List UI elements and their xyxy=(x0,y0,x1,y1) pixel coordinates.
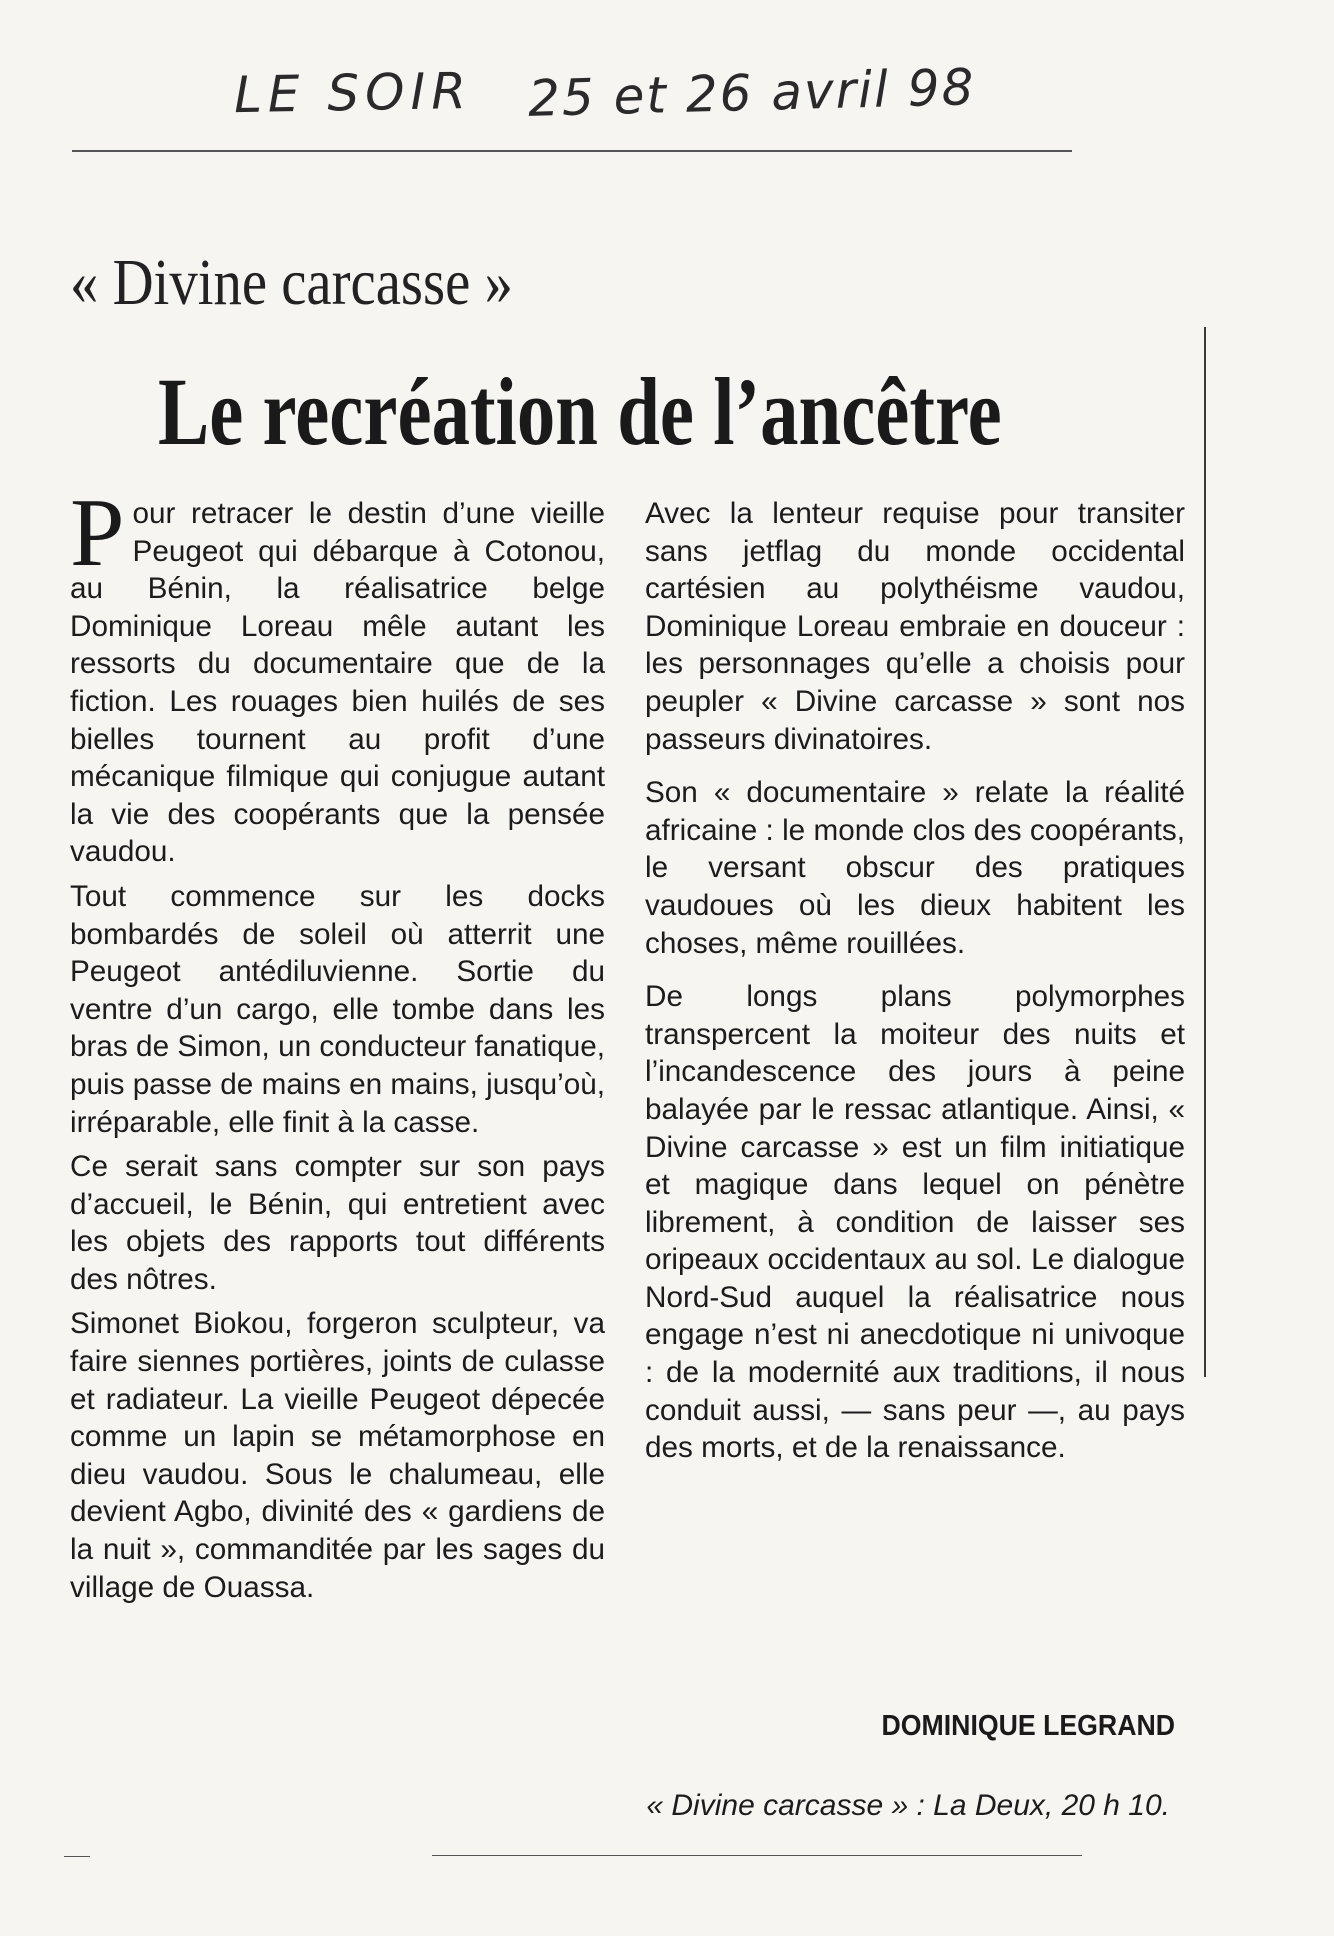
article-kicker: « Divine carcasse » xyxy=(70,246,513,319)
broadcast-info: « Divine carcasse » : La Deux, 20 h 10. xyxy=(646,1789,1170,1822)
top-divider xyxy=(72,150,1072,152)
handwritten-source: LE SOIR xyxy=(233,61,473,125)
drop-cap: P xyxy=(70,479,125,587)
article-headline: Le recréation de l’ancêtre xyxy=(158,358,1002,465)
column-border xyxy=(1204,327,1206,1377)
bottom-dash xyxy=(64,1856,90,1857)
bottom-divider xyxy=(432,1855,1082,1856)
author-signature: DOMINIQUE LEGRAND xyxy=(881,1710,1175,1742)
article-column-left xyxy=(70,479,605,1613)
article-paragraph: Simonet Biokou, forgeron sculpteur, va faire siennes portières, joints de culasse et radiateur. La vieille Peugeot dépecée comme un lapin se métamorphose en dieu vaudou. Sous le chalumeau, elle devient Agbo, divinité des « gardiens de la nuit », commanditée par les sages du village de Ouassa. xyxy=(70,1307,605,1604)
article-paragraph: Ce serait sans compter sur son pays d’accueil, le Bénin, qui entretient avec les objets des rapports tout différents des nôtres. xyxy=(70,1150,605,1296)
article-paragraph: Son « documentaire » relate la réalité africaine : le monde clos des coopérants, le versant obscur des pratiques vaudoues où les dieux habitent les choses, même rouillées. xyxy=(645,776,1185,960)
article-paragraph: Pour retracer le destin d’une vieille Peugeot qui débarque à Cotonou, au Bénin, la réalisatrice belge Dominique Loreau mêle autant les ressorts du documentaire que de la fiction. Les rouages bien huilés de ses bielles tournent au profit d’une mécanique filmique qui conjugue autant la vie des coopérants que la pensée vaudou. xyxy=(70,479,605,869)
article-paragraph: Tout commence sur les docks bombardés de soleil où atterrit une Peugeot antédiluvienne. Sortie du ventre d’un cargo, elle tombe dans les bras de Simon, un conducteur fanatique, puis passe de mains en mains, jusqu’où, irréparable, elle finit à la casse. xyxy=(70,879,605,1139)
article-paragraph: Avec la lenteur requise pour transiter sans jetflag du monde occidental cartésien au polythéisme vaudou, Dominique Loreau embraie en douceur : les personnages qu’elle a choisis pour peupler « Divine carcasse » sont nos passeurs divinatoires. xyxy=(645,497,1185,756)
article-column-right xyxy=(645,495,1185,1483)
handwritten-date: 25 et 26 avril 98 xyxy=(527,58,977,128)
article-paragraph: De longs plans polymorphes transpercent la moiteur des nuits et l’incandescence des jours à peine balayée par le ressac atlantique. Ainsi, « Divine carcasse » est un film initiatique et magique dans lequel on pénètre librement, à condition de laisser ses oripeaux occidentaux au sol. Le dialogue Nord-Sud auquel la réalisatrice nous engage n’est ni anecdotique ni univoque : de la modernité aux traditions, il nous conduit aussi, — sans peur —, au pays des morts, et de la renaissance. xyxy=(645,980,1185,1465)
